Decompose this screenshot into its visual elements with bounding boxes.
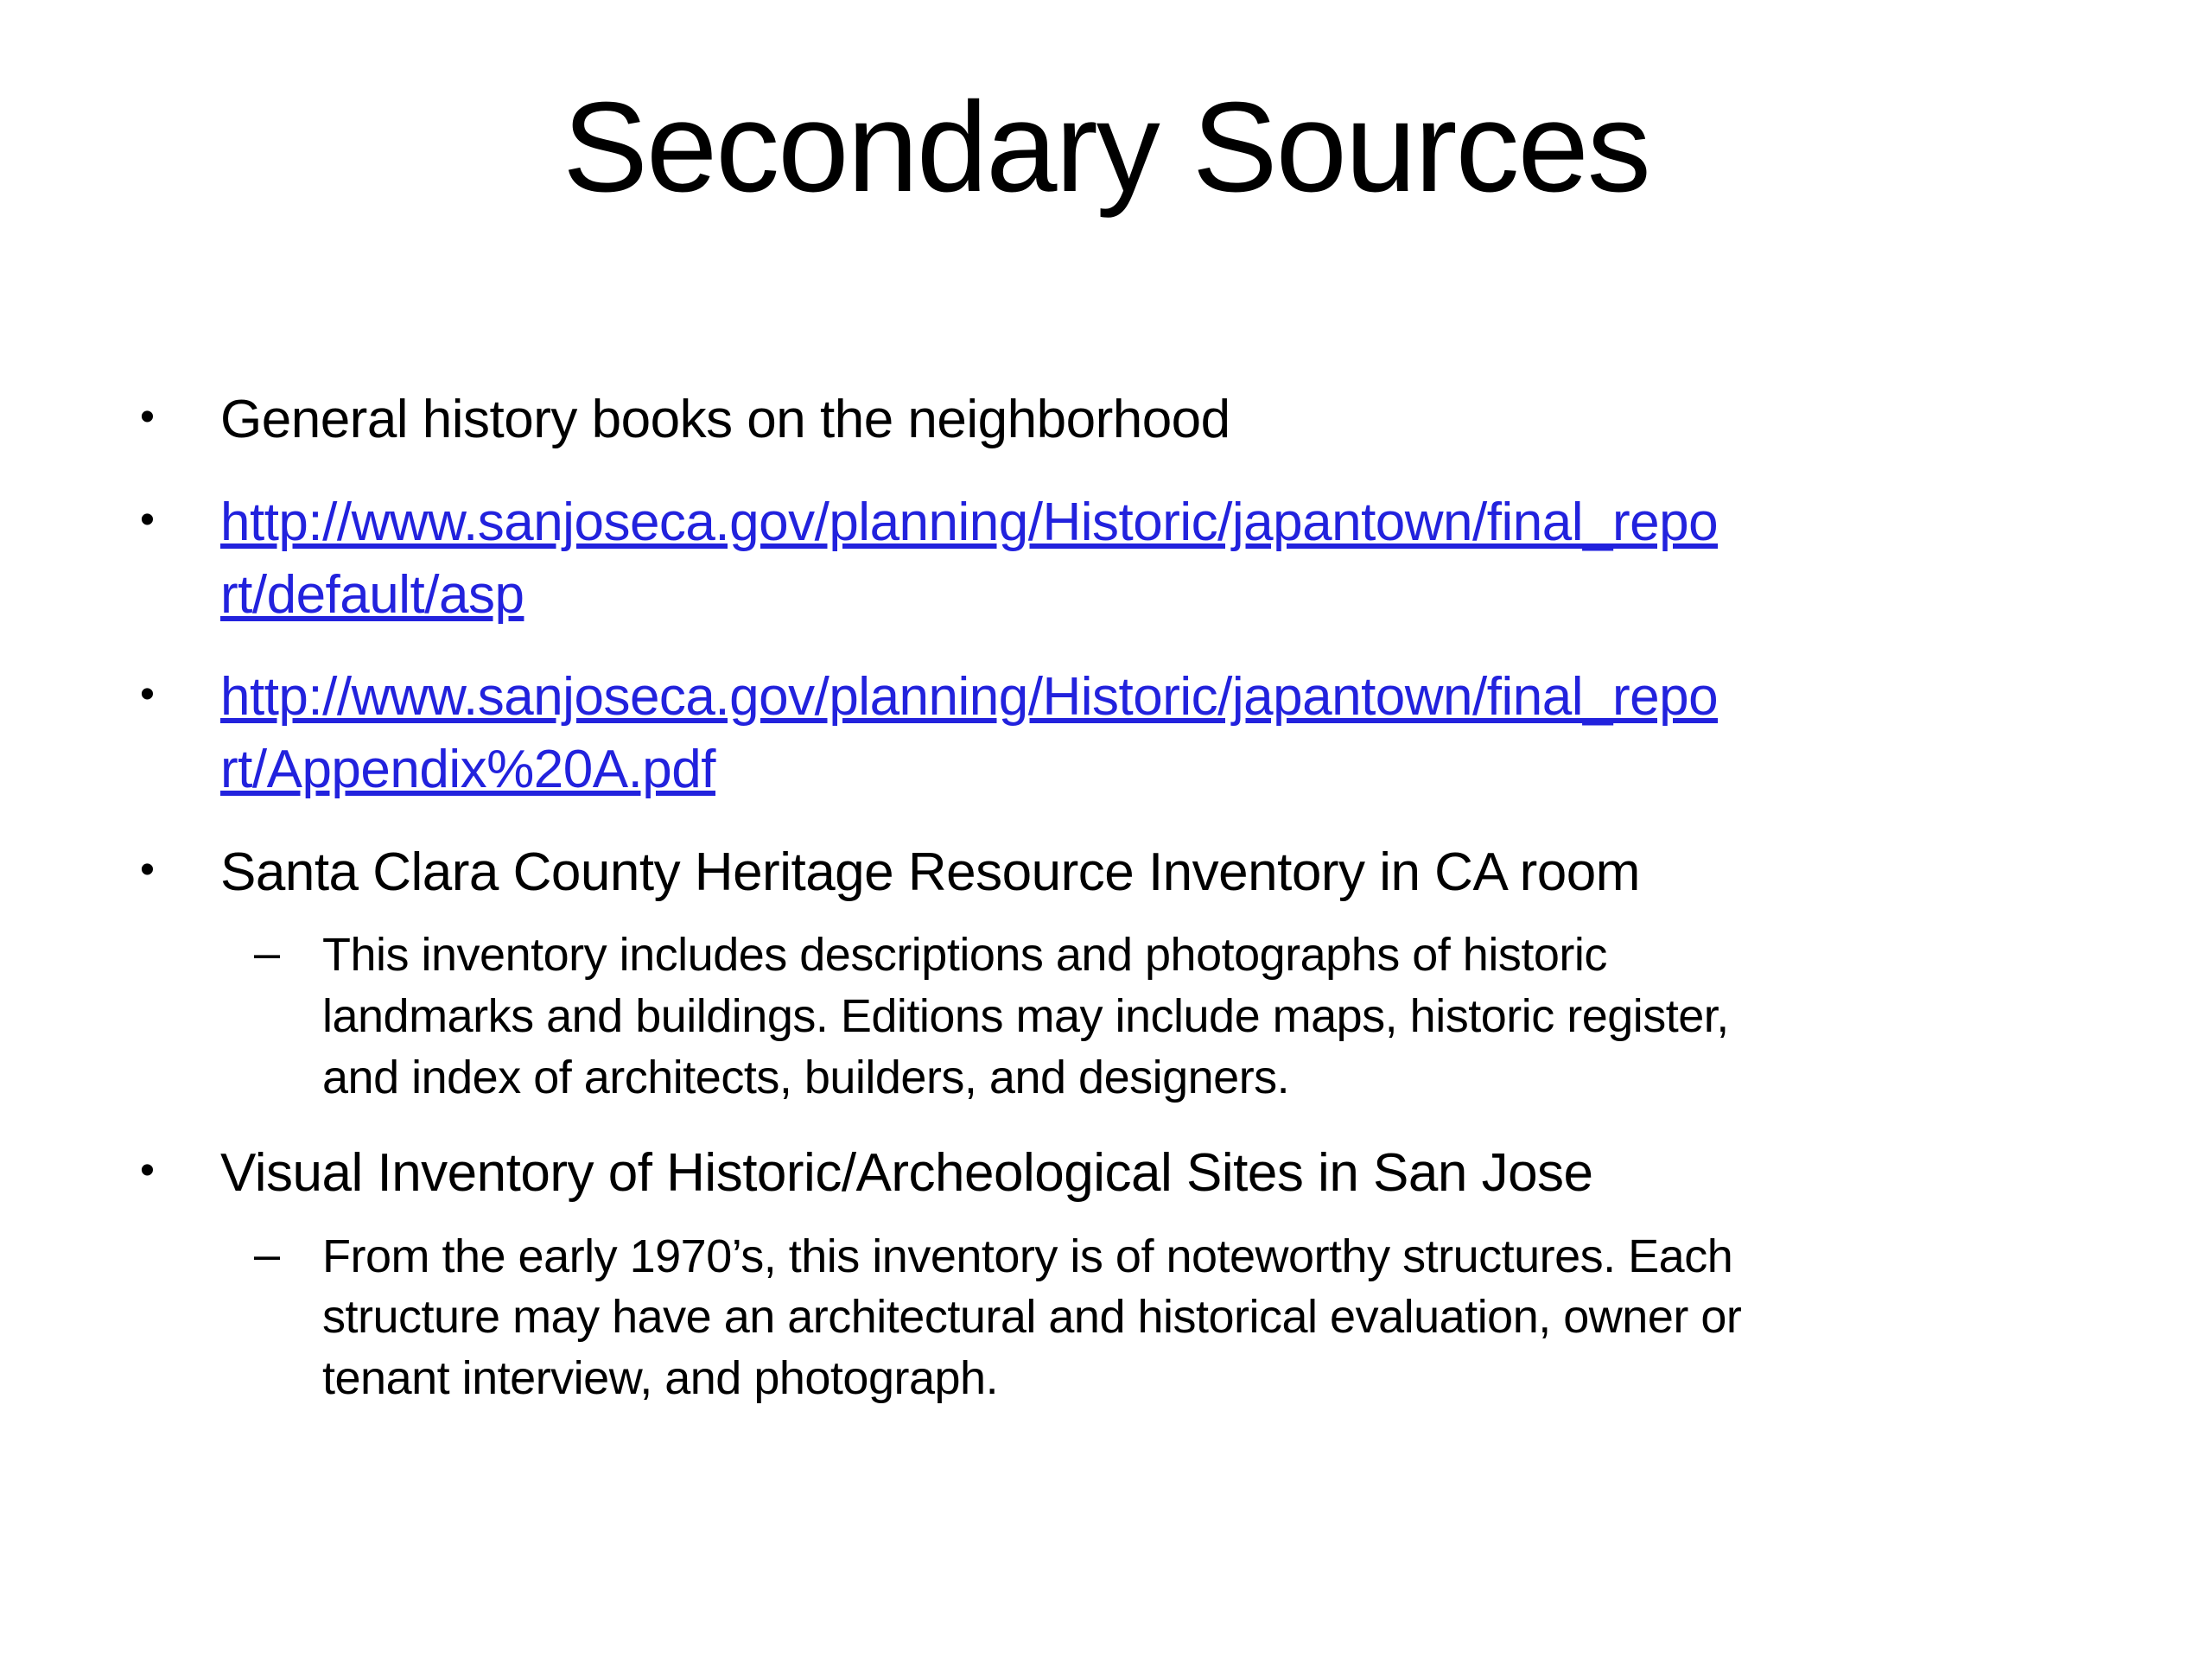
sub-bullet-text-line: From the early 1970’s, this inventory is of noteworthy structures. Each bbox=[322, 1230, 1733, 1282]
sub-bullet-text-line: This inventory includes descriptions and photographs of historic bbox=[322, 929, 1607, 982]
bullet-list bbox=[138, 384, 2152, 1409]
sub-bullet-text-line: landmarks and buildings. Editions may include maps, historic register, bbox=[322, 989, 1729, 1042]
link-japantown-appendix-a-pdf[interactable] bbox=[220, 661, 2152, 807]
dash-icon: – bbox=[254, 927, 280, 980]
bullet-icon: • bbox=[140, 671, 155, 718]
bullet-icon: • bbox=[140, 495, 155, 543]
bullet-icon: • bbox=[140, 1147, 155, 1194]
bullet-item-general-history bbox=[138, 384, 2152, 456]
sub-bullet-item-heritage-description bbox=[220, 925, 2152, 1108]
slide-title: Secondary Sources bbox=[563, 76, 1649, 219]
bullet-item-link-final-report-default bbox=[138, 486, 2152, 632]
bullet-item-visual-inventory bbox=[138, 1137, 2152, 1409]
bullet-text: General history books on the neighborhood bbox=[220, 390, 1230, 450]
bullet-icon: • bbox=[140, 845, 155, 893]
link-text-line: rt/Appendix%20A.pdf bbox=[220, 740, 715, 800]
dash-icon: – bbox=[254, 1228, 280, 1281]
bullet-text: Visual Inventory of Historic/Archeological Sites in San Jose bbox=[220, 1143, 1593, 1204]
sub-bullet-text-line: tenant interview, and photograph. bbox=[322, 1352, 999, 1405]
sub-bullet-text-line: and index of architects, builders, and designers. bbox=[322, 1051, 1290, 1103]
sub-bullet-item-visual-description bbox=[220, 1226, 2152, 1409]
bullet-item-heritage-inventory bbox=[138, 836, 2152, 1109]
bullet-text: Santa Clara County Heritage Resource Inventory in CA room bbox=[220, 842, 1640, 902]
link-text-line: rt/default/asp bbox=[220, 564, 524, 625]
link-japantown-final-report-default-asp[interactable] bbox=[220, 486, 2152, 632]
sub-bullet-list bbox=[220, 1226, 2152, 1409]
bullet-item-link-appendix-a bbox=[138, 661, 2152, 807]
sub-bullet-list bbox=[220, 925, 2152, 1108]
sub-bullet-text-line: structure may have an architectural and historical evaluation, owner or bbox=[322, 1291, 1742, 1344]
link-text-line: http://www.sanjoseca.gov/planning/Historic/japantown/final_repo bbox=[220, 492, 1719, 552]
link-text-line: http://www.sanjoseca.gov/planning/Historic/japantown/final_repo bbox=[220, 667, 1719, 728]
bullet-icon: • bbox=[140, 393, 155, 441]
